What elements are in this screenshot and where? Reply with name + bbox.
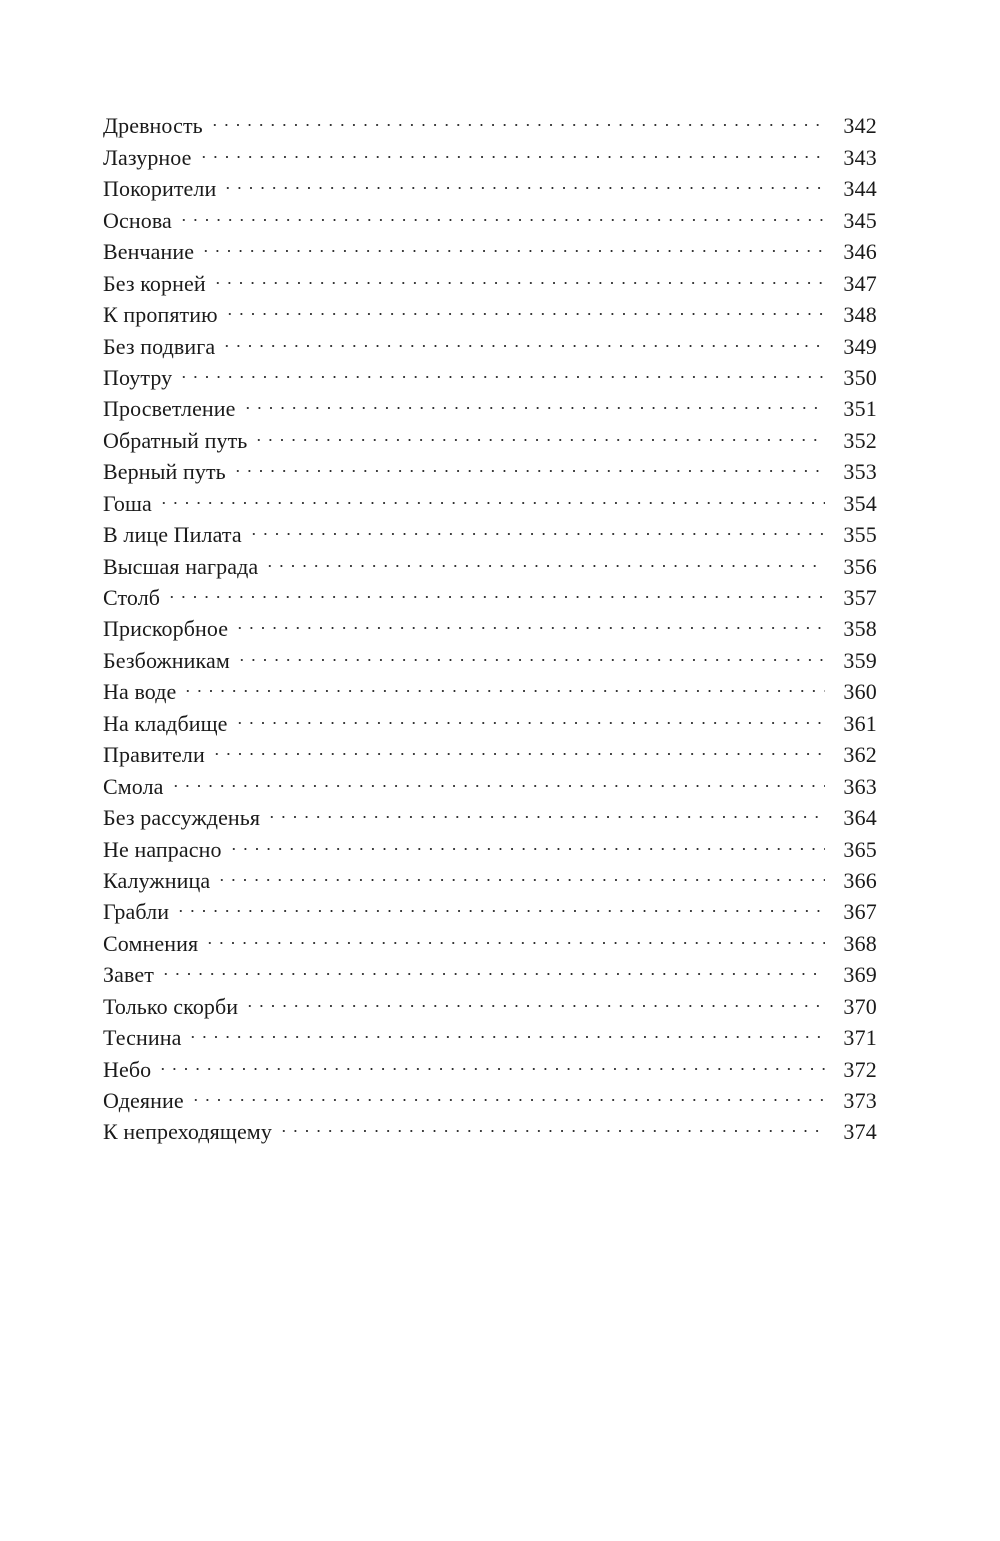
toc-entry-page-number: 359 [843, 647, 877, 673]
toc-entry-title: Без рассужденья [103, 805, 261, 831]
dot-leader [190, 1077, 825, 1108]
dot-leader [253, 416, 825, 447]
toc-entry [103, 762, 877, 799]
dot-leader [242, 385, 825, 416]
dot-leader [178, 196, 825, 227]
toc-entry-page-number: 362 [843, 742, 877, 768]
toc-entry-page-number: 356 [843, 553, 877, 579]
toc-entry [103, 731, 877, 768]
dot-leader [278, 1108, 825, 1139]
toc-entry-page-number: 349 [843, 333, 877, 359]
toc-entry-page-number: 353 [843, 459, 877, 485]
toc-entry-page-number: 355 [843, 522, 877, 548]
dot-leader [198, 133, 825, 164]
toc-entry [103, 919, 877, 956]
toc-entry-title: Гоша [103, 490, 152, 516]
toc-entry [103, 354, 877, 390]
toc-entry [103, 385, 877, 422]
dot-leader [236, 636, 825, 667]
dot-leader [182, 668, 825, 699]
toc-entry-title: Смола [103, 773, 164, 799]
toc-entry-page-number: 344 [843, 176, 877, 202]
dot-leader [232, 448, 825, 479]
dot-leader [234, 605, 825, 636]
dot-leader [204, 919, 825, 950]
toc-entry-title: Столб [103, 585, 161, 610]
dot-leader [248, 511, 825, 542]
toc-entry [103, 857, 877, 893]
toc-entry-page-number: 352 [843, 427, 877, 453]
toc-entry [103, 259, 877, 296]
toc-entry-page-number: 363 [843, 773, 877, 799]
dot-leader [158, 479, 825, 510]
dot-leader [160, 951, 825, 982]
toc-entry-title: В лице Пилата [103, 522, 242, 548]
toc-entry [103, 574, 877, 610]
table-of-contents [103, 102, 877, 1145]
dot-leader [228, 825, 825, 856]
toc-entry [103, 165, 877, 202]
toc-entry-page-number: 374 [843, 1119, 877, 1145]
toc-entry-title: Венчание [103, 239, 195, 265]
dot-leader [222, 165, 825, 196]
toc-entry-page-number: 358 [843, 616, 877, 642]
dot-leader [221, 322, 825, 353]
toc-entry-title: На кладбище [103, 710, 228, 736]
dot-leader [175, 888, 825, 919]
toc-entry-title: Безбожникам [103, 647, 230, 673]
toc-entry-title: Прискорбное [103, 616, 229, 642]
toc-entry [103, 1108, 877, 1145]
dot-leader [266, 794, 825, 825]
toc-entry [103, 1014, 877, 1051]
toc-entry-page-number: 354 [843, 490, 877, 516]
toc-entry [103, 982, 877, 1019]
toc-entry-title: Грабли [103, 899, 170, 925]
toc-entry-title: Калужница [103, 867, 211, 893]
dot-leader [264, 542, 825, 573]
toc-entry-page-number: 369 [843, 962, 877, 988]
toc-entry-page-number: 366 [843, 867, 877, 893]
toc-entry-title: Небо [103, 1056, 152, 1082]
toc-entry [103, 1077, 877, 1113]
toc-entry-title: Просветление [103, 396, 236, 422]
dot-leader [234, 699, 825, 730]
toc-entry [103, 511, 877, 548]
dot-leader [187, 1014, 825, 1045]
toc-entry-title: Без корней [103, 270, 206, 296]
toc-entry-title: Правители [103, 742, 205, 768]
toc-entry-page-number: 361 [843, 710, 877, 736]
toc-entry-page-number: 357 [843, 585, 877, 610]
toc-entry-page-number: 342 [843, 113, 877, 139]
toc-entry-title: Без подвига [103, 333, 216, 359]
toc-entry-page-number: 348 [843, 302, 877, 328]
toc-entry-title: Завет [103, 962, 154, 988]
toc-entry [103, 668, 877, 705]
toc-entry [103, 888, 877, 925]
toc-entry-title: Не напрасно [103, 836, 222, 862]
toc-entry [103, 228, 877, 265]
toc-entry-page-number: 365 [843, 836, 877, 862]
toc-entry-title: Лазурное [103, 144, 192, 170]
toc-entry-title: Обратный путь [103, 427, 248, 453]
toc-entry-page-number: 350 [843, 364, 877, 390]
toc-entry-page-number: 370 [843, 993, 877, 1019]
dot-leader [170, 762, 825, 793]
toc-entry [103, 196, 877, 233]
dot-leader [211, 731, 825, 762]
toc-entry [103, 699, 877, 736]
dot-leader [244, 982, 825, 1013]
toc-entry [103, 794, 877, 831]
toc-entry-page-number: 371 [843, 1025, 877, 1051]
toc-entry-title: Сомнения [103, 930, 199, 956]
toc-entry-title: Поутру [103, 364, 173, 390]
toc-entry-page-number: 373 [843, 1088, 877, 1113]
toc-entry-title: Покорители [103, 176, 217, 202]
dot-leader [157, 1045, 825, 1076]
toc-entry-title: Основа [103, 207, 172, 233]
toc-entry-page-number: 347 [843, 270, 877, 296]
toc-entry-title: На воде [103, 679, 177, 705]
toc-entry-title: Теснина [103, 1025, 182, 1051]
toc-entry-title: Высшая награда [103, 553, 259, 579]
toc-entry [103, 605, 877, 642]
toc-entry [103, 951, 877, 988]
toc-entry-page-number: 364 [843, 805, 877, 831]
toc-entry-title: Верный путь [103, 459, 226, 485]
toc-entry [103, 1045, 877, 1082]
toc-entry-title: К пропятию [103, 302, 218, 328]
toc-entry-page-number: 345 [843, 207, 877, 233]
toc-entry-page-number: 368 [843, 930, 877, 956]
dot-leader [216, 857, 825, 888]
dot-leader [166, 574, 825, 605]
toc-entry [103, 102, 877, 139]
dot-leader [200, 228, 825, 259]
toc-entry-page-number: 367 [843, 899, 877, 925]
toc-entry-title: Одеяние [103, 1088, 184, 1113]
toc-entry-title: Только скорби [103, 993, 239, 1019]
toc-entry [103, 291, 877, 328]
dot-leader [224, 291, 825, 322]
toc-entry-page-number: 360 [843, 679, 877, 705]
toc-entry-page-number: 343 [843, 144, 877, 170]
toc-entry-title: К непреходящему [103, 1119, 272, 1145]
toc-entry-title: Древность [103, 113, 203, 139]
toc-entry [103, 133, 877, 170]
toc-entry-page-number: 346 [843, 239, 877, 265]
dot-leader [178, 354, 825, 385]
dot-leader [209, 102, 825, 133]
toc-entry-page-number: 372 [843, 1056, 877, 1082]
toc-entry [103, 479, 877, 516]
dot-leader [212, 259, 825, 290]
toc-entry-page-number: 351 [843, 396, 877, 422]
